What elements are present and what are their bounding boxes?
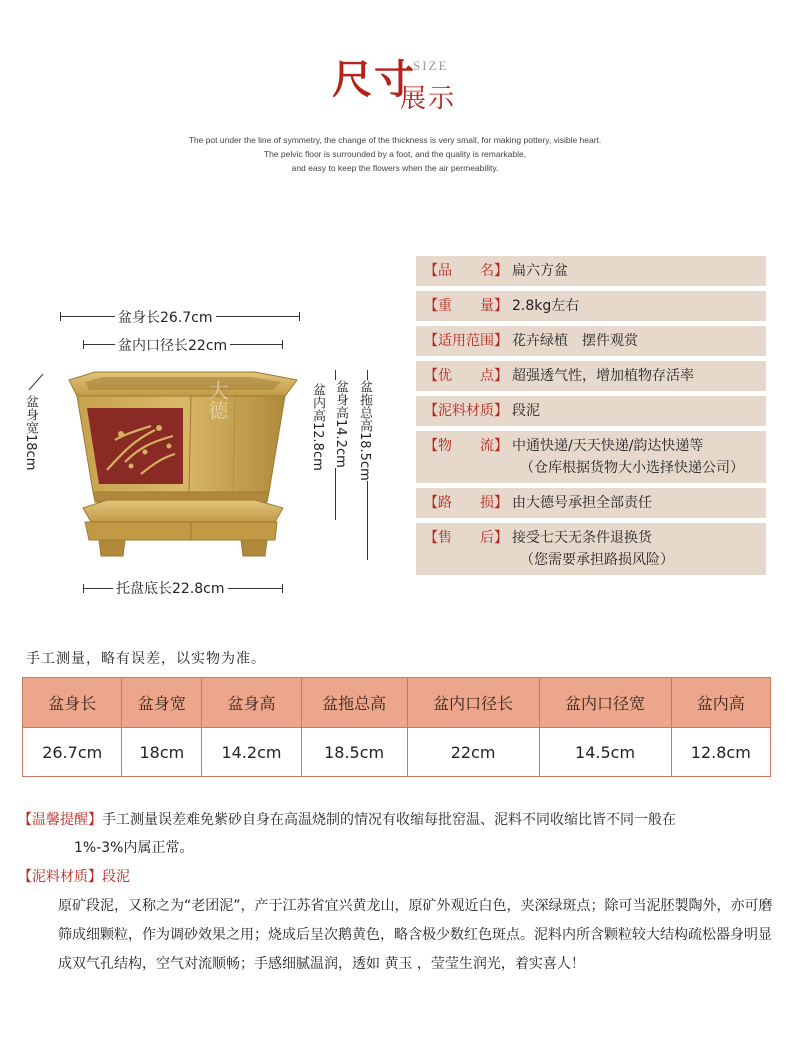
table-header: 盆身宽 — [122, 678, 202, 728]
warm-tip — [18, 806, 778, 862]
table-cell: 26.7cm — [23, 728, 122, 777]
info-key: 【泥料材质】 — [424, 403, 508, 419]
title-en-size: SIZE — [413, 58, 449, 73]
info-row-usage — [416, 326, 766, 356]
info-key: 【售 后】 — [424, 530, 508, 546]
info-value: 接受七天无条件退换货 — [512, 530, 652, 546]
table-row — [23, 728, 771, 777]
info-sub: （仓库根据货物大小选择快递公司） — [520, 460, 744, 476]
table-header: 盆内口径宽 — [539, 678, 671, 728]
info-value: 由大德号承担全部责任 — [512, 495, 652, 511]
info-key: 【优 点】 — [424, 368, 508, 384]
info-row-weight — [416, 291, 766, 321]
watermark: 大德 — [205, 380, 229, 420]
table-header: 盆身长 — [23, 678, 122, 728]
dim-inner-diameter: 盆内口径长22cm — [115, 335, 230, 355]
dim-line-body-width — [27, 372, 47, 392]
info-row-material — [416, 396, 766, 426]
clay-material-label: 【泥料材质】段泥 — [18, 869, 130, 885]
info-key: 【路 损】 — [424, 495, 508, 511]
size-table — [22, 677, 771, 777]
intro-line: The pot under the line of symmetry, the change of the thickness is very small, for making pottery, visible heart. — [188, 135, 602, 145]
info-key: 【物 流】 — [424, 438, 508, 454]
info-row-name — [416, 256, 766, 286]
dim-tray-length: 托盘底长22.8cm — [113, 578, 228, 598]
table-cell: 14.2cm — [202, 728, 301, 777]
warm-tip-line-2: 1%-3%内属正常。 — [74, 840, 194, 856]
table-cell: 12.8cm — [671, 728, 770, 777]
dim-inner-height: 盆内高12.8cm — [310, 383, 325, 471]
table-header: 盆内高 — [671, 678, 770, 728]
intro-line: The pelvic floor is surrounded by a foot, and the quality is remarkable, — [263, 149, 527, 159]
dim-body-height: 盆身高14.2cm — [333, 380, 348, 468]
info-key: 【重 量】 — [424, 298, 508, 314]
pot-illustration — [55, 370, 305, 580]
table-header: 盆身高 — [202, 678, 301, 728]
info-key: 【适用范围】 — [424, 333, 508, 349]
info-row-damage — [416, 488, 766, 518]
dim-body-width: 盆身宽18cm — [23, 395, 38, 471]
intro-text — [0, 133, 790, 175]
table-header: 盆拖总高 — [301, 678, 407, 728]
info-value: 扁六方盆 — [512, 263, 568, 279]
info-sub: （您需要承担路损风险） — [520, 552, 674, 568]
warm-tip-label: 【温馨提醒】 — [18, 812, 102, 828]
clay-material-description: 原矿段泥，又称之为“老团泥”，产于江苏省宜兴黄龙山，原矿外观近白色，夹深绿斑点；除可当泥胚製陶外，亦可磨筛成细颗粒，作为调砂效果之用；烧成后呈次鹅黄色，略含极少数红色斑点。泥料内所含颗粒较大结构疏松器身明显成双气孔结构，空气对流顺畅；手感细腻温润，透如 黄玉 ，莹莹生润光，着实喜人！ — [58, 898, 773, 972]
product-image — [15, 300, 390, 610]
info-row-advantage — [416, 361, 766, 391]
intro-line: and easy to keep the flowers when the air permeability. — [291, 163, 499, 173]
table-cell: 14.5cm — [539, 728, 671, 777]
title-cn-display: 展示 — [400, 84, 457, 114]
info-value: 超强透气性，增加植物存活率 — [512, 368, 694, 384]
warm-tip-line-1 — [18, 806, 778, 834]
info-value: 段泥 — [512, 403, 540, 419]
table-cell: 18cm — [122, 728, 202, 777]
info-value: 2.8kg左右 — [512, 298, 580, 314]
table-cell: 22cm — [407, 728, 539, 777]
measurement-note: 手工测量，略有误差，以实物为准。 — [26, 651, 266, 667]
warm-tip-text: 手工测量误差难免紫砂自身在高温烧制的情况有收缩每批窑温、泥料不同收缩比皆不同一般在 — [102, 812, 676, 828]
info-key: 【品 名】 — [424, 263, 508, 279]
info-row-aftersale — [416, 523, 766, 575]
info-value: 中通快递/天天快递/韵达快递等 — [512, 438, 704, 454]
table-cell: 18.5cm — [301, 728, 407, 777]
table-header: 盆内口径长 — [407, 678, 539, 728]
table-header-row — [23, 678, 771, 728]
section-header — [0, 40, 790, 120]
dim-body-length: 盆身长26.7cm — [115, 307, 216, 327]
dim-total-height: 盆拖总高18.5cm — [357, 380, 372, 481]
info-row-logistics — [416, 431, 766, 483]
info-value: 花卉绿植 摆件观赏 — [512, 333, 638, 349]
product-info-panel — [416, 256, 766, 580]
title-cn-size: 尺寸 — [332, 56, 416, 103]
